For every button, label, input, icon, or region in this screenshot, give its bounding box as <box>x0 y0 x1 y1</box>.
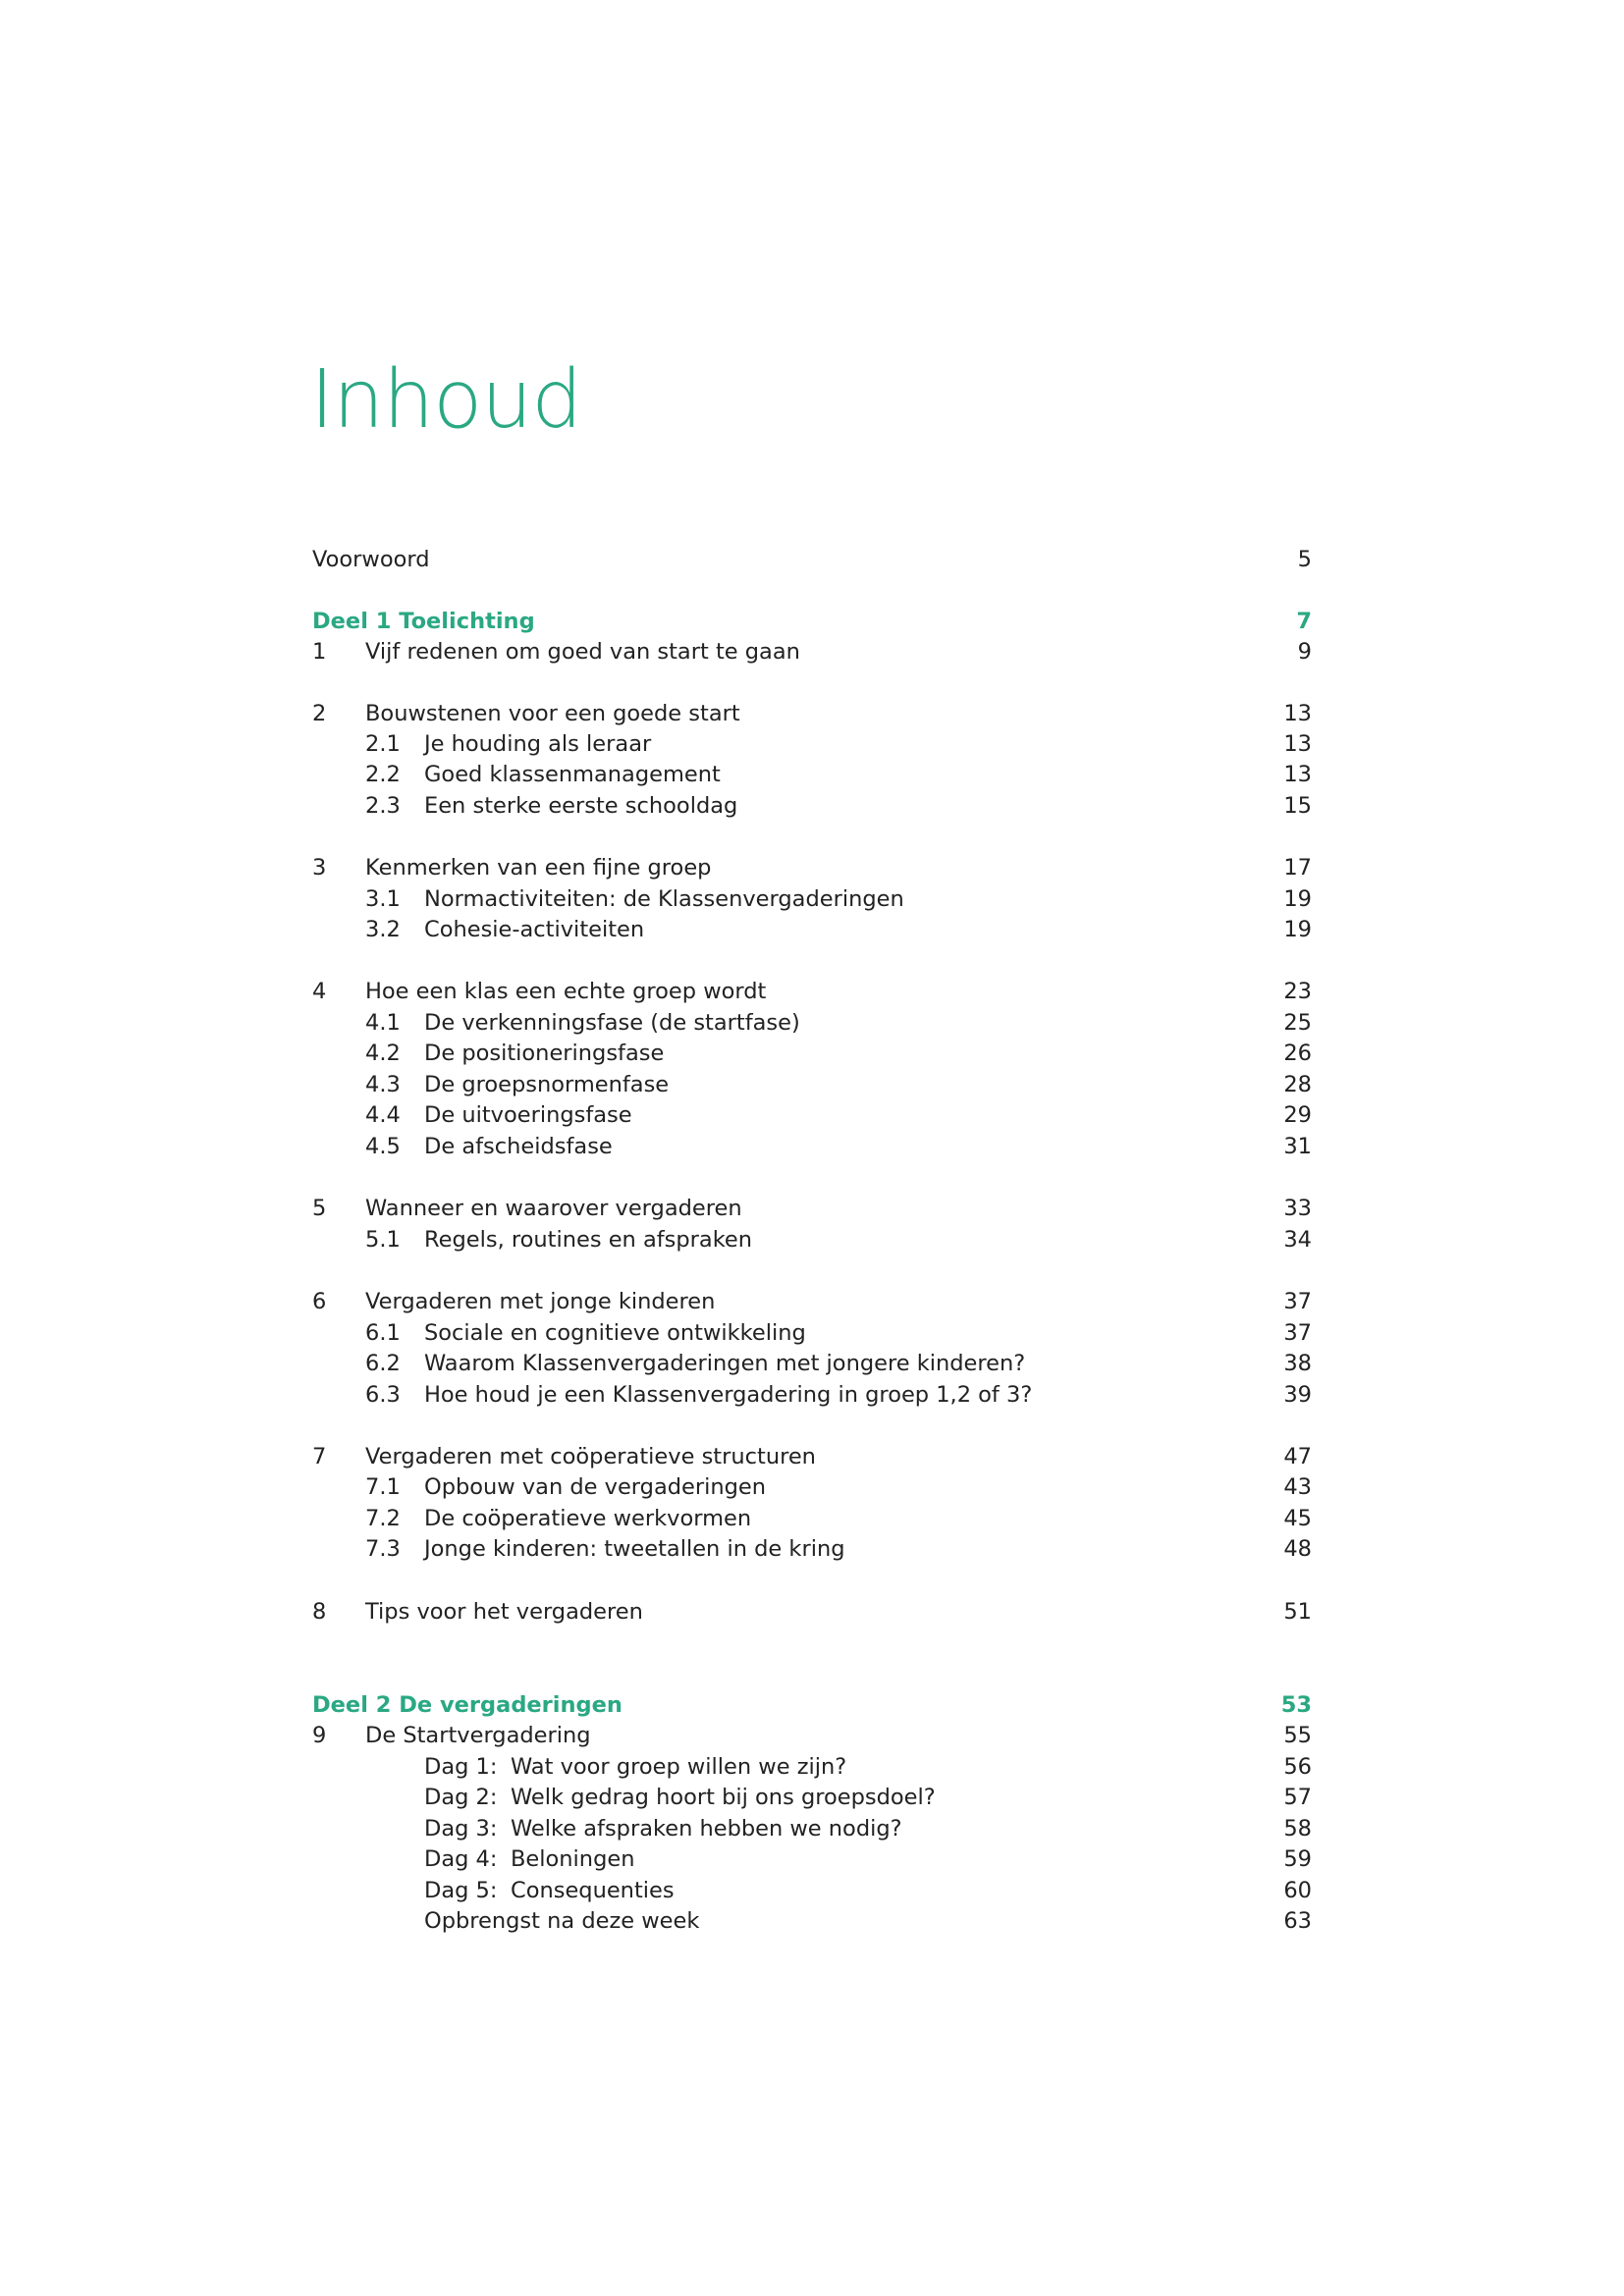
toc-section-4-5[interactable] <box>0 1132 1624 1162</box>
chapter-number: 3 <box>312 855 327 881</box>
chapter-page-number: 55 <box>1283 1723 1312 1748</box>
toc-chapter-5[interactable] <box>0 1194 1624 1224</box>
chapter-number: 5 <box>312 1196 327 1221</box>
section-page-number: 13 <box>1283 762 1312 787</box>
day-page-number: 56 <box>1283 1754 1312 1780</box>
chapter-number: 7 <box>312 1444 327 1469</box>
chapter-page-number: 37 <box>1283 1289 1312 1314</box>
section-title: Sociale en cognitieve ontwikkeling <box>424 1320 806 1346</box>
toc-day-1[interactable] <box>0 1752 1624 1783</box>
section-title: Regels, routines en afspraken <box>424 1227 753 1253</box>
toc-section-6-1[interactable] <box>0 1318 1624 1349</box>
day-title: Beloningen <box>511 1846 635 1872</box>
section-title: De verkenningsfase (de startfase) <box>424 1010 800 1036</box>
toc-chapter-9[interactable] <box>0 1721 1624 1751</box>
chapter-title: De Startvergadering <box>365 1723 591 1748</box>
toc-section-7-1[interactable] <box>0 1472 1624 1503</box>
section-title: Cohesie-activiteiten <box>424 917 645 942</box>
chapter-page-number: 13 <box>1283 701 1312 726</box>
chapter-number: 2 <box>312 701 327 726</box>
toc-chapter-7[interactable] <box>0 1442 1624 1472</box>
chapter-title: Kenmerken van een fijne groep <box>365 855 712 881</box>
toc-section-3-2[interactable] <box>0 915 1624 945</box>
section-number: 5.1 <box>365 1227 401 1253</box>
part-page-number: 53 <box>1280 1692 1312 1718</box>
toc-section-4-1[interactable] <box>0 1008 1624 1039</box>
section-number: 6.2 <box>365 1351 401 1376</box>
section-page-number: 13 <box>1283 731 1312 757</box>
chapter-page-number: 17 <box>1283 855 1312 881</box>
part-title: Deel 1 Toelichting <box>312 609 535 634</box>
chapter-title: Vergaderen met coöperatieve structuren <box>365 1444 816 1469</box>
toc-section-4-3[interactable] <box>0 1070 1624 1100</box>
section-number: 4.1 <box>365 1010 401 1036</box>
chapter-number: 8 <box>312 1599 327 1625</box>
section-title: Je houding als leraar <box>424 731 652 757</box>
section-number: 3.1 <box>365 886 401 912</box>
day-label: Dag 4: <box>424 1846 498 1872</box>
section-title: Een sterke eerste schooldag <box>424 793 738 819</box>
toc-section-7-2[interactable] <box>0 1504 1624 1534</box>
toc-part-1[interactable] <box>0 607 1624 637</box>
day-page-number: 60 <box>1283 1878 1312 1903</box>
day-label: Dag 2: <box>424 1785 498 1810</box>
chapter-page-number: 9 <box>1297 639 1312 665</box>
section-title: Goed klassenmanagement <box>424 762 721 787</box>
toc-title: Voorwoord <box>312 547 430 572</box>
toc-page-number: 5 <box>1297 547 1312 572</box>
section-title: De afscheidsfase <box>424 1134 613 1159</box>
section-title: Waarom Klassenvergaderingen met jongere kinderen? <box>424 1351 1026 1376</box>
section-number: 3.2 <box>365 917 401 942</box>
day-title: Opbrengst na deze week <box>424 1908 700 1934</box>
section-page-number: 39 <box>1283 1382 1312 1408</box>
toc-day-2[interactable] <box>0 1783 1624 1813</box>
section-number: 4.2 <box>365 1041 401 1066</box>
toc-chapter-8[interactable] <box>0 1597 1624 1628</box>
section-title: Hoe houd je een Klassenvergadering in groep 1,2 of 3? <box>424 1382 1033 1408</box>
section-title: Jonge kinderen: tweetallen in de kring <box>424 1536 845 1562</box>
section-page-number: 19 <box>1283 917 1312 942</box>
section-page-number: 48 <box>1283 1536 1312 1562</box>
day-label: Dag 5: <box>424 1878 498 1903</box>
chapter-title: Tips voor het vergaderen <box>365 1599 643 1625</box>
day-page-number: 59 <box>1283 1846 1312 1872</box>
toc-section-7-3[interactable] <box>0 1534 1624 1565</box>
section-number: 6.3 <box>365 1382 401 1408</box>
toc-chapter-1[interactable] <box>0 637 1624 667</box>
part-page-number: 7 <box>1296 609 1312 634</box>
chapter-title: Vergaderen met jonge kinderen <box>365 1289 716 1314</box>
toc-day-4[interactable] <box>0 1844 1624 1875</box>
section-page-number: 43 <box>1283 1474 1312 1500</box>
section-page-number: 15 <box>1283 793 1312 819</box>
toc-day-3[interactable] <box>0 1814 1624 1844</box>
toc-section-4-2[interactable] <box>0 1039 1624 1069</box>
section-page-number: 26 <box>1283 1041 1312 1066</box>
part-title: Deel 2 De vergaderingen <box>312 1692 623 1718</box>
section-number: 4.3 <box>365 1072 401 1097</box>
page-title: Inhoud <box>310 353 582 447</box>
day-label: Dag 3: <box>424 1816 498 1842</box>
section-title: Normactiviteiten: de Klassenvergaderingen <box>424 886 904 912</box>
chapter-number: 6 <box>312 1289 327 1314</box>
day-title: Consequenties <box>511 1878 675 1903</box>
section-title: Opbouw van de vergaderingen <box>424 1474 767 1500</box>
toc-chapter-3[interactable] <box>0 853 1624 883</box>
section-page-number: 19 <box>1283 886 1312 912</box>
section-page-number: 37 <box>1283 1320 1312 1346</box>
section-number: 4.4 <box>365 1102 401 1128</box>
section-page-number: 25 <box>1283 1010 1312 1036</box>
chapter-page-number: 23 <box>1283 979 1312 1004</box>
section-title: De positioneringsfase <box>424 1041 665 1066</box>
chapter-number: 9 <box>312 1723 327 1748</box>
toc-section-2-1[interactable] <box>0 729 1624 760</box>
toc-chapter-2[interactable] <box>0 699 1624 729</box>
toc-section-2-3[interactable] <box>0 791 1624 822</box>
toc-chapter-4[interactable] <box>0 977 1624 1007</box>
section-title: De uitvoeringsfase <box>424 1102 632 1128</box>
day-label: Dag 1: <box>424 1754 498 1780</box>
chapter-page-number: 33 <box>1283 1196 1312 1221</box>
chapter-number: 1 <box>312 639 327 665</box>
section-page-number: 38 <box>1283 1351 1312 1376</box>
section-number: 2.1 <box>365 731 401 757</box>
toc-opbrengst[interactable] <box>0 1906 1624 1937</box>
section-title: De coöperatieve werkvormen <box>424 1506 752 1531</box>
day-page-number: 63 <box>1283 1908 1312 1934</box>
chapter-title: Wanneer en waarover vergaderen <box>365 1196 742 1221</box>
toc-section-2-2[interactable] <box>0 760 1624 790</box>
day-page-number: 58 <box>1283 1816 1312 1842</box>
section-number: 7.3 <box>365 1536 401 1562</box>
section-page-number: 31 <box>1283 1134 1312 1159</box>
section-number: 2.3 <box>365 793 401 819</box>
section-number: 4.5 <box>365 1134 401 1159</box>
section-title: De groepsnormenfase <box>424 1072 670 1097</box>
section-page-number: 34 <box>1283 1227 1312 1253</box>
toc-section-5-1[interactable] <box>0 1225 1624 1255</box>
day-page-number: 57 <box>1283 1785 1312 1810</box>
toc-day-5[interactable] <box>0 1876 1624 1906</box>
toc-chapter-6[interactable] <box>0 1287 1624 1317</box>
chapter-number: 4 <box>312 979 327 1004</box>
chapter-page-number: 47 <box>1283 1444 1312 1469</box>
toc-entry-voorwoord[interactable] <box>0 545 1624 575</box>
day-title: Welke afspraken hebben we nodig? <box>511 1816 902 1842</box>
day-title: Welk gedrag hoort bij ons groepsdoel? <box>511 1785 936 1810</box>
chapter-page-number: 51 <box>1283 1599 1312 1625</box>
toc-section-6-2[interactable] <box>0 1349 1624 1379</box>
section-page-number: 45 <box>1283 1506 1312 1531</box>
section-number: 7.1 <box>365 1474 401 1500</box>
toc-part-2[interactable] <box>0 1690 1624 1721</box>
chapter-title: Vijf redenen om goed van start te gaan <box>365 639 800 665</box>
section-number: 2.2 <box>365 762 401 787</box>
toc-section-6-3[interactable] <box>0 1380 1624 1411</box>
toc-section-4-4[interactable] <box>0 1100 1624 1131</box>
section-number: 6.1 <box>365 1320 401 1346</box>
section-page-number: 29 <box>1283 1102 1312 1128</box>
section-page-number: 28 <box>1283 1072 1312 1097</box>
chapter-title: Bouwstenen voor een goede start <box>365 701 740 726</box>
section-number: 7.2 <box>365 1506 401 1531</box>
chapter-title: Hoe een klas een echte groep wordt <box>365 979 767 1004</box>
day-title: Wat voor groep willen we zijn? <box>511 1754 847 1780</box>
toc-section-3-1[interactable] <box>0 884 1624 915</box>
